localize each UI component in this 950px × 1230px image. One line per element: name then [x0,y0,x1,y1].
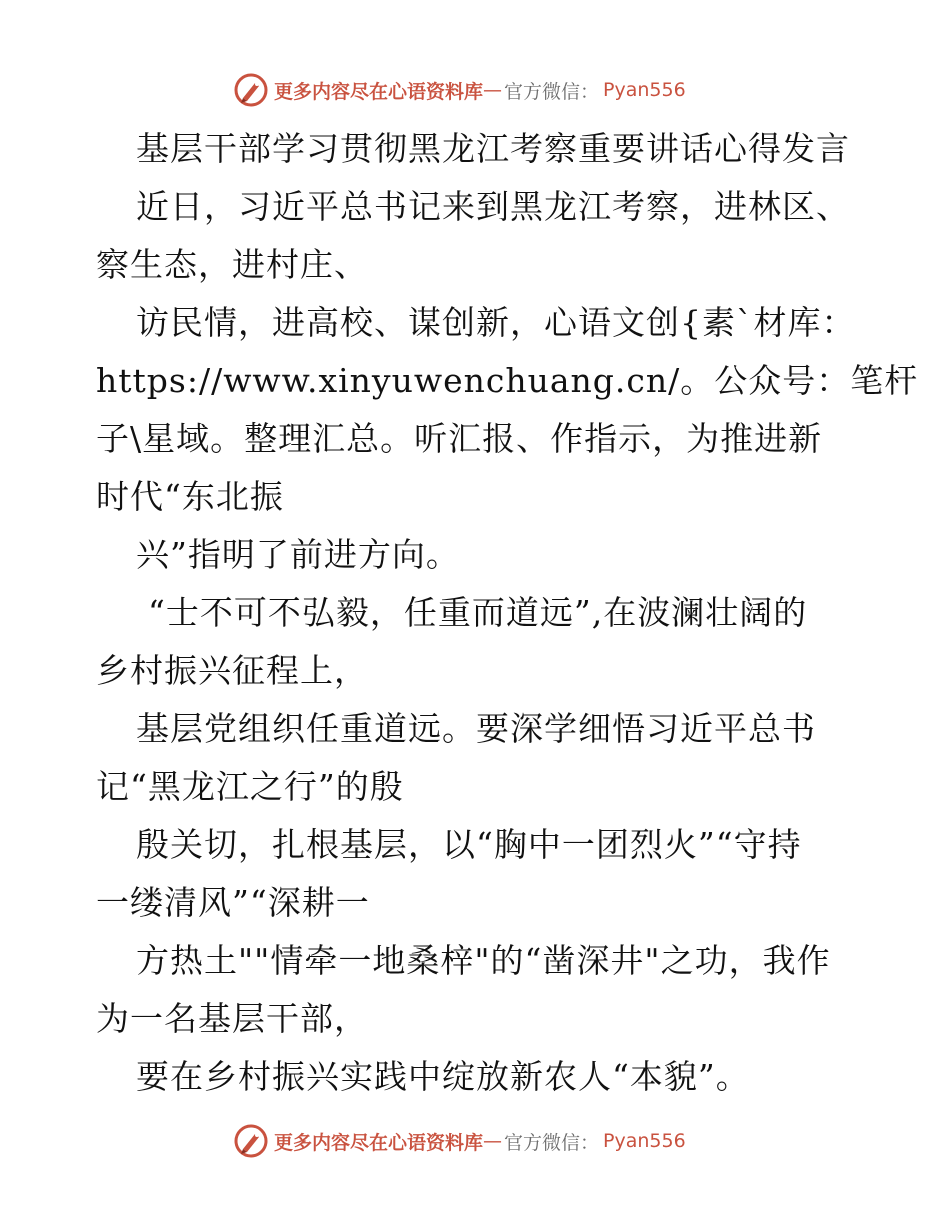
document-title: 基层干部学习贯彻黑龙江考察重要讲话心得发言 [136,129,850,168]
watermark-official-label: 官方微信： [504,1131,600,1154]
watermark-banner-bottom [234,1121,754,1161]
watermark-separator: — [483,79,503,101]
paragraph-line: 乡村振兴征程上， [96,651,368,690]
watermark-title: 更多内容尽在心语资料库 [274,80,484,103]
paragraph-line: 基层党组织任重道远。要深学细悟习近平总书 [136,709,816,748]
watermark-title: 更多内容尽在心语资料库 [274,1131,484,1154]
pen-logo-icon [234,1124,268,1158]
paragraph-line: “士不可不弘毅，任重而道远”,在波澜壮阔的 [148,593,808,632]
paragraph-line: 为一名基层干部， [96,999,368,1038]
paragraph-line: 一缕清风”“深耕一 [96,883,370,922]
paragraph-line: 要在乡村振兴实践中绽放新农人“本貌”。 [136,1057,750,1096]
paragraph-line: 方热土""情牵一地桑梓"的“凿深井"之功，我作 [136,941,831,980]
paragraph-line: 时代“东北振 [96,477,284,516]
watermark-banner-top [234,70,754,110]
watermark-wechat-id: Pyan556 [603,1130,686,1152]
paragraph-line: 兴”指明了前进方向。 [136,535,460,574]
paragraph-line: 察生态，进村庄、 [96,245,368,284]
watermark-wechat-id: Pyan556 [603,79,686,101]
document-body [96,120,919,1106]
paragraph-line: https://www.xinyuwenchuang.cn/。公众号：笔杆 [96,361,919,400]
pen-logo-icon [234,73,268,107]
paragraph-line: 子\星域。整理汇总。听汇报、作指示，为推进新 [96,419,823,458]
paragraph-line: 殷关切，扎根基层，以“胸中一团烈火”“守持 [136,825,802,864]
paragraph-line: 访民情，进高校、谋创新，心语文创{素`材库： [136,303,856,342]
watermark-official-label: 官方微信： [504,80,600,103]
watermark-separator: — [483,1130,503,1152]
paragraph-line: 近日，习近平总书记来到黑龙江考察，进林区、 [136,187,850,226]
paragraph-line: 记“黑龙江之行”的殷 [96,767,404,806]
